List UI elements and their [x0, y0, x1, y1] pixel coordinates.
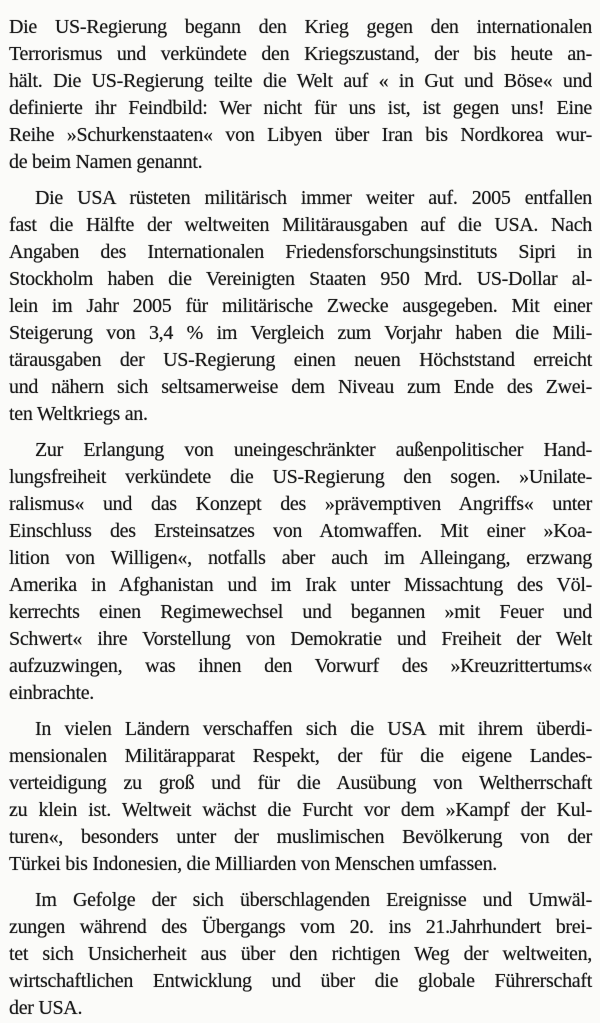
- text-line: lungsfreiheit verkündete die US-Regierung den sogen. »Unilate-: [9, 466, 592, 488]
- text-line: lein im Jahr 2005 für militärische Zwecke ausgegeben. Mit einer: [9, 295, 592, 317]
- text-line: lition von Willigen«, notfalls aber auch im Alleingang, erzwang: [9, 547, 592, 569]
- text-line: definierte ihr Feindbild: Wer nicht für uns ist, ist gegen uns! Eine: [9, 97, 592, 119]
- text-line: verteidigung zu groß und für die Ausübung von Weltherrschaft: [9, 772, 592, 794]
- text-line: Amerika in Afghanistan und im Irak unter Missachtung des Völ-: [9, 574, 592, 596]
- text-line: Steigerung von 3,4 % im Vergleich zum Vorjahr haben die Mili-: [9, 322, 592, 344]
- text-line: und nähern sich seltsamerweise dem Niveau zum Ende des Zwei-: [9, 376, 592, 398]
- text-line: aufzuzwingen, was ihnen den Vorwurf des »Kreuzrittertums«: [9, 655, 592, 677]
- paragraph: [9, 437, 592, 707]
- text-line: Angaben des Internationalen Friedensforschungsinstituts Sipri in: [9, 241, 592, 263]
- body-text: [9, 14, 592, 1022]
- text-line: Türkei bis Indonesien, die Milliarden von Menschen umfassen.: [9, 853, 497, 875]
- text-line: Reihe »Schurkenstaaten« von Libyen über Iran bis Nordkorea wur-: [9, 124, 592, 146]
- text-line: Einschluss des Ersteinsatzes von Atomwaffen. Mit einer »Koa-: [9, 520, 592, 542]
- text-line: Im Gefolge der sich überschlagenden Ereignisse und Umwäl-: [35, 889, 592, 911]
- paragraph: [9, 716, 592, 878]
- text-line: Stockholm haben die Vereinigten Staaten 950 Mrd. US-Dollar al-: [9, 268, 592, 290]
- text-line: Zur Erlangung von uneingeschränkter außenpolitischer Hand-: [35, 439, 592, 461]
- text-line: ralismus« und das Konzept des »prävemptiven Angriffs« unter: [9, 493, 592, 515]
- text-line: Die US-Regierung begann den Krieg gegen den internationalen: [9, 16, 592, 38]
- text-line: einbrachte.: [9, 682, 94, 704]
- text-line: Terrorismus und verkündete den Kriegszustand, der bis heute an-: [9, 43, 592, 65]
- text-line: hält. Die US-Regierung teilte die Welt auf « in Gut und Böse« und: [9, 70, 592, 92]
- text-line: mensionalen Militärapparat Respekt, der für die eigene Landes-: [9, 745, 592, 767]
- text-line: zu klein ist. Weltweit wächst die Furcht vor dem »Kampf der Kul-: [9, 799, 592, 821]
- paragraph: [9, 185, 592, 428]
- text-line: Die USA rüsteten militärisch immer weiter auf. 2005 entfallen: [35, 187, 592, 209]
- text-line: wirtschaftlichen Entwicklung und über die globale Führerschaft: [9, 970, 592, 992]
- paragraph: [9, 887, 592, 1022]
- text-line: ten Weltkriegs an.: [9, 403, 148, 425]
- text-line: kerrechts einen Regimewechsel und begannen »mit Feuer und: [9, 601, 592, 623]
- text-line: de beim Namen genannt.: [9, 151, 203, 173]
- text-line: turen«, besonders unter der muslimischen Bevölkerung von der: [9, 826, 592, 848]
- text-line: Schwert« ihre Vorstellung von Demokratie und Freiheit der Welt: [9, 628, 592, 650]
- text-line: der USA.: [9, 997, 83, 1019]
- text-line: In vielen Ländern verschaffen sich die USA mit ihrem überdi-: [35, 718, 592, 740]
- text-line: fast die Hälfte der weltweiten Militärausgaben auf die USA. Nach: [9, 214, 592, 236]
- paragraph: [9, 14, 592, 176]
- text-line: zungen während des Übergangs vom 20. ins 21.Jahrhundert brei-: [9, 916, 592, 938]
- text-line: tärausgaben der US-Regierung einen neuen Höchststand erreicht: [9, 349, 592, 371]
- text-line: tet sich Unsicherheit aus über den richtigen Weg der weltweiten,: [9, 943, 592, 965]
